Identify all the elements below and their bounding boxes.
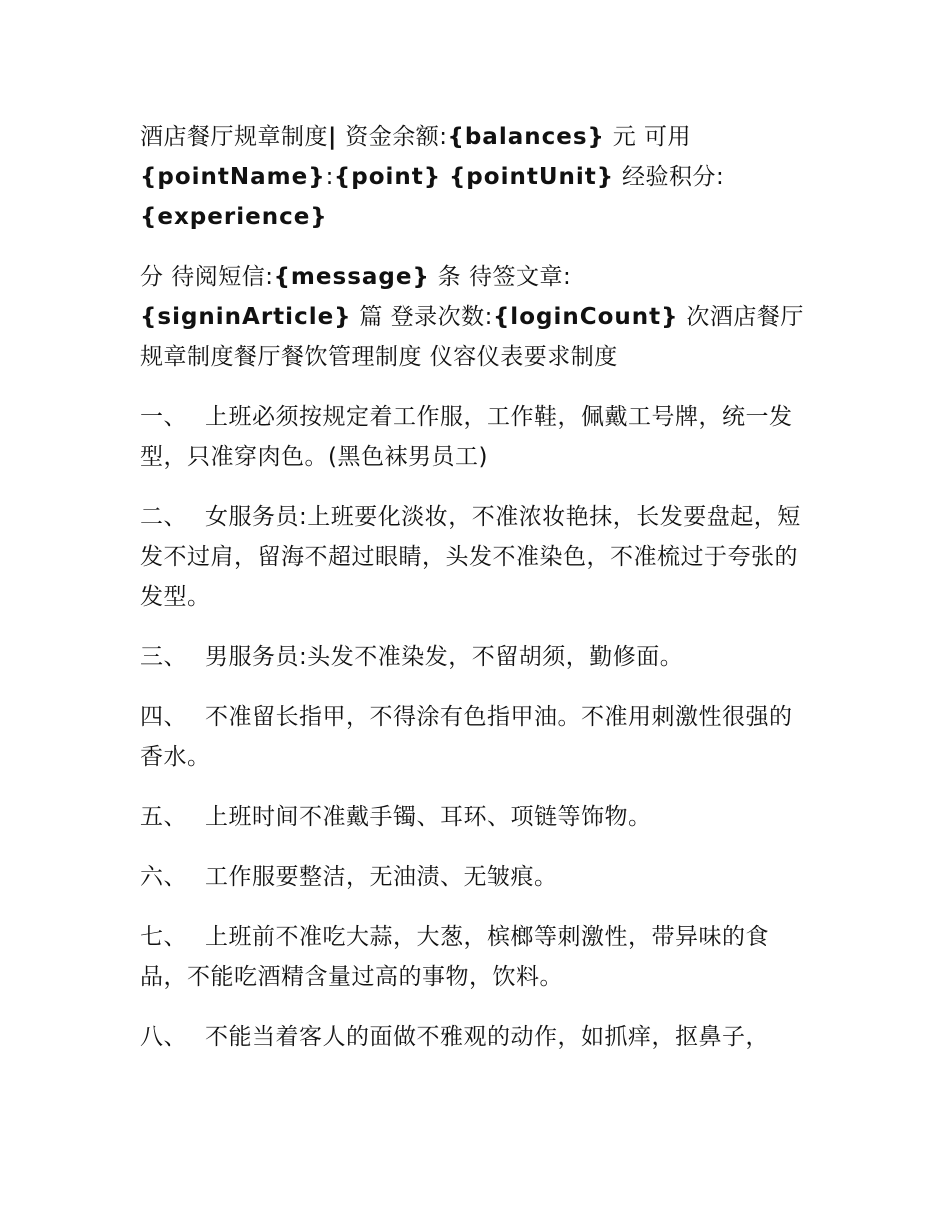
balances-placeholder: {balances} — [447, 124, 605, 150]
document-title: 酒店餐厅规章制度 — [140, 124, 328, 150]
rule-number: 五、 — [140, 804, 187, 830]
rule-number: 四、 — [140, 704, 187, 730]
rule-text: 上班前不准吃大蒜，大葱，槟榔等刺激性，带异味的食品，不能吃酒精含量过高的事物，饮料。 — [140, 924, 769, 990]
rule-number: 三、 — [140, 644, 187, 670]
rule-text: 不准留长指甲，不得涂有色指甲油。不准用刺激性很强的香水。 — [140, 704, 793, 770]
point-placeholder: {point} — [333, 164, 442, 190]
rule-item-4 — [140, 697, 812, 777]
title-separator: | — [328, 124, 338, 150]
signin-article-placeholder: {signinArticle} — [140, 304, 352, 330]
rule-text: 女服务员:上班要化淡妆，不准浓妆艳抹，长发要盘起，短发不过肩，留海不超过眼睛，头发不准染色，不准梳过于夸张的发型。 — [140, 504, 801, 610]
rule-number: 二、 — [140, 504, 187, 530]
login-count-placeholder: {loginCount} — [492, 304, 679, 330]
intro-text: 次酒店餐厅规章制度餐厅餐饮管理制度 仪容仪表要求制度 — [140, 304, 804, 370]
sign-article-label: 条 待签文章: — [429, 264, 572, 290]
rule-item-2 — [140, 497, 812, 617]
rule-number: 一、 — [140, 404, 187, 430]
rule-item-1 — [140, 397, 812, 477]
rule-item-6 — [140, 857, 812, 897]
rule-text: 不能当着客人的面做不雅观的动作，如抓痒，抠鼻子， — [205, 1024, 769, 1050]
rule-item-5 — [140, 797, 812, 837]
rule-text: 上班必须按规定着工作服，工作鞋，佩戴工号牌，统一发型，只准穿肉色。(黑色袜男员工) — [140, 404, 793, 470]
rule-number: 八、 — [140, 1024, 187, 1050]
header-paragraph-2 — [140, 257, 812, 377]
rule-item-8 — [140, 1017, 812, 1057]
rule-text: 工作服要整洁，无油渍、无皱痕。 — [205, 864, 558, 890]
document-body — [140, 117, 812, 1077]
header-paragraph — [140, 117, 812, 237]
space-text — [441, 164, 449, 190]
rule-item-7 — [140, 917, 812, 997]
rule-text: 男服务员:头发不准染发，不留胡须，勤修面。 — [205, 644, 684, 670]
message-placeholder: {message} — [273, 264, 430, 290]
rule-number: 六、 — [140, 864, 187, 890]
experience-placeholder: {experience} — [140, 204, 328, 230]
available-label: 元 可用 — [604, 124, 692, 150]
point-unit-placeholder: {pointUnit} — [448, 164, 615, 190]
login-count-label: 篇 登录次数: — [351, 304, 493, 330]
rule-item-3 — [140, 637, 812, 677]
rule-number: 七、 — [140, 924, 187, 950]
experience-label: 经验积分: — [614, 164, 725, 190]
point-name-placeholder: {pointName} — [140, 164, 326, 190]
message-label: 分 待阅短信: — [140, 264, 274, 290]
rule-text: 上班时间不准戴手镯、耳环、项链等饰物。 — [205, 804, 652, 830]
colon-text: : — [325, 164, 334, 190]
balance-label: 资金余额: — [337, 124, 448, 150]
